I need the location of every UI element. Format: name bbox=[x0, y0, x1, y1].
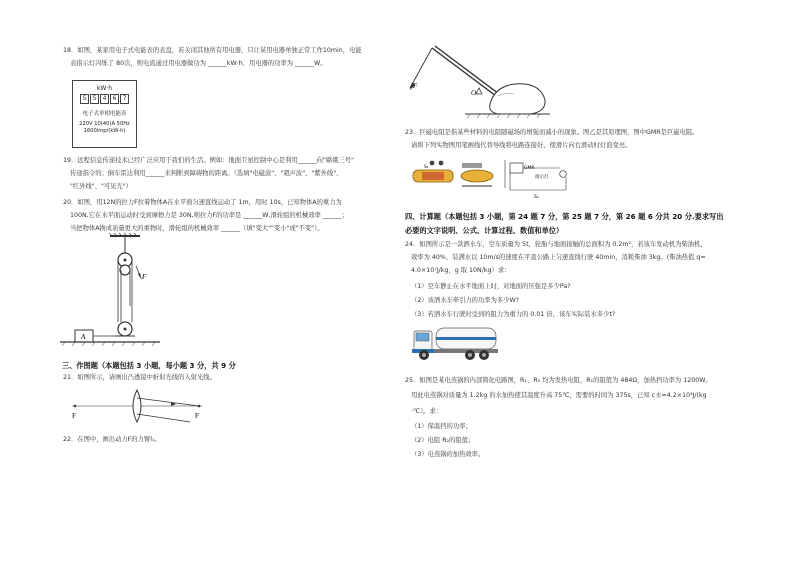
q20-line2: 100N,它在水平面运动时受到摩擦力是 30N,则拉力F的功率是 ______W,滑轮组的机械效率 ______； bbox=[70, 212, 348, 219]
pulley-force-label: F bbox=[142, 273, 147, 281]
lens-focus-left-label: F bbox=[72, 412, 76, 420]
section-4-subtitle: 必要的文字说明、公式、计算过程、数值和单位） bbox=[405, 226, 564, 235]
q19-line1: 19．远程信息传递技术已经广泛应用于我们的生活。例如：地面卫星控制中心是利用______向"嫦娥三号" bbox=[63, 157, 354, 164]
q24-sub1: （1）空车静止在水平地面上时，对地面的压强是多少Pa? bbox=[411, 283, 571, 290]
q24-line1: 24．如图所示是一款洒水车，空车质量为 5t，轮胎与地面接触的总面积为 0.2m²，若该车发动机为柴油机， bbox=[405, 241, 707, 248]
q25-line2: 用此电蒸锅对质量为 1.2kg 的水加热使其温度升高 75℃，需要的时间为 375s，已知 c水=4.2×10³J/(kg bbox=[411, 392, 707, 399]
meter-digit: 4 bbox=[100, 94, 109, 104]
q25-sub3: （3）电蒸锅的加热效率。 bbox=[411, 451, 485, 458]
meter-digit: 6 bbox=[110, 94, 119, 104]
q25-line3: ·℃）。求： bbox=[411, 408, 443, 415]
q18-line2: 表指示灯闪烁了 80次，则电流通过用电器做功为 ______kW·h，用电器的功率为 ______W。 bbox=[70, 60, 327, 67]
energy-meter-figure bbox=[72, 80, 137, 148]
meter-digits bbox=[73, 94, 136, 104]
q25-sub2: （2）电阻 R₂的阻值； bbox=[411, 437, 475, 444]
section-3-title: 三、作图题（本题包括 3 小题，每小题 3 分，共 9 分 bbox=[62, 361, 236, 370]
meter-unit: kW·h bbox=[96, 85, 113, 92]
circuit-switch1-label: S₁ bbox=[424, 165, 429, 170]
meter-digit: 7 bbox=[120, 94, 129, 104]
q23-line1: 23．巨磁电阻是指某些材料的电阻随磁场的增强而减小的现象。图乙是其原理图，图中GMR是巨磁电阻。 bbox=[405, 129, 699, 136]
meter-digit: 5 bbox=[80, 94, 89, 104]
meter-digit: 5 bbox=[90, 94, 99, 104]
sprinkler-truck-figure bbox=[412, 323, 502, 363]
q24-sub2: （2）该洒水车牵引力的功率为多少W? bbox=[411, 297, 520, 304]
convex-lens-figure bbox=[72, 388, 202, 424]
meter-spec-imp: 1600imp/(kW·h) bbox=[83, 128, 126, 134]
q21-text: 21．如图所示，请画出凸透镜中折射光线的入射光线。 bbox=[63, 374, 216, 381]
section-4-title: 四、计算题（本题包括 3 小题，第 24 题 7 分，第 25 题 7 分，第 26 题 6 分共 20 分.要求写出 bbox=[405, 212, 724, 221]
meter-name: 电子式单相电能表 bbox=[82, 111, 127, 117]
q24-sub3: （3）若洒水车行驶时受到的阻力为重力的 0.01 倍，该车实际装水多少t? bbox=[411, 311, 616, 318]
gmr-circuit-figure bbox=[410, 160, 590, 200]
circuit-lamp-label: 指示灯 bbox=[535, 175, 549, 180]
q25-sub1: （1）保温挡的功率； bbox=[411, 423, 472, 430]
q22-text: 22．在图中，画出动力F的力臂l₁。 bbox=[63, 436, 161, 443]
q25-line1: 25．如图是某电蒸锅的内部简化电路图，R₁、R₂ 均为发热电阻，R₁的阻值为 484Ω，加热挡功率为 1200W。 bbox=[405, 377, 712, 384]
q20-line3: 当把物体A换成质量更大的重物时，滑轮组的机械效率 ______（填"变大""变小"或"不变"）。 bbox=[70, 225, 324, 232]
lever-fulcrum-label: O bbox=[471, 89, 477, 97]
q19-line3: "红外线"、"可见光"） bbox=[70, 183, 132, 190]
q23-line2: 请将下列实物图用笔画线代替导线将电路连接好，使滑片向右滑动时灯泡变亮。 bbox=[411, 142, 632, 149]
q18-line1: 18．如图，某家用电子式电能表的表盘，若关闭其他所有用电器，只让某用电器单独正常工作10min，电能 bbox=[63, 47, 362, 54]
pulley-figure bbox=[60, 236, 170, 346]
q20-line1: 20．如图，用12N的拉力F拉着物体A在水平面匀速直线运动了 1m，用时 10s，已知物体A的重力为 bbox=[63, 199, 342, 206]
q24-line3: 4.0×10⁷J/kg，g 取 10N/kg）求： bbox=[411, 267, 511, 274]
circuit-gmr-label: GMR bbox=[524, 166, 535, 171]
lever-figure bbox=[410, 48, 550, 128]
q19-line2: 传递指令的；倒车雷达利用______来判断到障碍物的距离。（选填"电磁波"、"超声波"、"紫外线"、 bbox=[70, 170, 343, 177]
meter-spec-voltage: 220V 10(40)A 50Hz bbox=[79, 121, 130, 127]
lever-force-label: F bbox=[413, 82, 418, 90]
q24-line2: 效率为 40%，装满水以 10m/s的速度在平直公路上匀速直线行驶 40min，消耗柴油 3kg。(柴油热值 q= bbox=[411, 254, 706, 261]
pulley-object-label: A bbox=[81, 333, 86, 341]
circuit-switch2-label: S₂ bbox=[534, 195, 539, 200]
lens-focus-right-label: F bbox=[195, 412, 199, 420]
